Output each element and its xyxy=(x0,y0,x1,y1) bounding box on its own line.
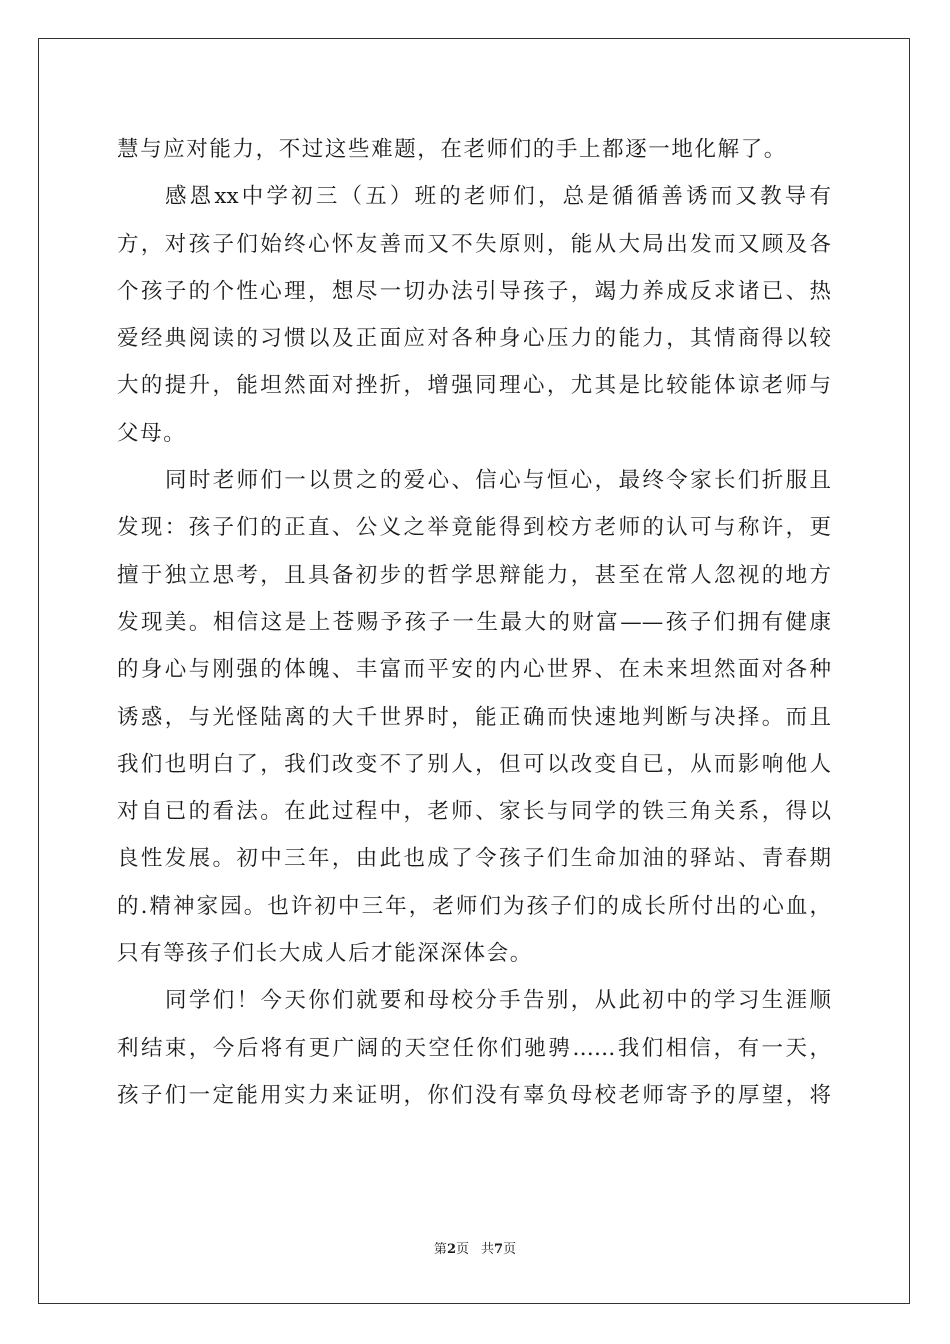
paragraph-start-line: 同学们！今天你们就要和母校分手告别，从此初中的学习生涯顺 xyxy=(165,988,831,1014)
text-line: 个孩子的个性心理，想尽一切办法引导孩子，竭力养成反求诸已、热 xyxy=(117,278,831,304)
paragraph-start-line: 感恩xx中学初三（五）班的老师们，总是循循善诱而又教导有 xyxy=(165,184,831,210)
document-body xyxy=(117,126,831,1119)
paragraph-start-line: 同时老师们一以贯之的爱心、信心与恒心，最终令家长们折服且 xyxy=(165,468,831,494)
text-line: 良性发展。初中三年，由此也成了令孩子们生命加油的驿站、青春期 xyxy=(117,846,831,872)
page-label-suffix: 页 xyxy=(455,1242,469,1257)
text-line: 发现美。相信这是上苍赐予孩子一生最大的财富——孩子们拥有健康 xyxy=(117,609,831,635)
text-line: 孩子们一定能用实力来证明，你们没有辜负母校老师寄予的厚望，将 xyxy=(117,1082,831,1108)
page-total: 7 xyxy=(494,1242,504,1257)
text-line: 我们也明白了，我们改变不了别人，但可以改变自已，从而影响他人 xyxy=(117,751,831,777)
text-line: 的.精神家园。也许初中三年，老师们为孩子们的成长所付出的心血， xyxy=(117,893,831,919)
text-line: 利结束，今后将有更广阔的天空任你们驰骋……我们相信，有一天， xyxy=(117,1035,831,1061)
text-line: 只有等孩子们长大成人后才能深深体会。 xyxy=(117,941,533,967)
page-current: 2 xyxy=(446,1242,456,1257)
page-label-prefix: 第 xyxy=(433,1242,447,1257)
text-line: 诱惑，与光怪陆离的大千世界时，能正确而快速地判断与决择。而且 xyxy=(117,704,831,730)
text-line: 的身心与刚强的体魄、丰富而平安的内心世界、在未来坦然面对各种 xyxy=(117,657,831,683)
text-line: 父母。 xyxy=(117,420,187,446)
total-label-prefix: 共 xyxy=(481,1242,495,1257)
text-line: 发现：孩子们的正直、公义之举竟能得到校方老师的认可与称许，更 xyxy=(117,515,831,541)
text-line: 慧与应对能力，不过这些难题，在老师们的手上都逐一地化解了。 xyxy=(117,137,787,162)
text-line: 爱经典阅读的习惯以及正面应对各种身心压力的能力，其情商得以较 xyxy=(117,326,831,352)
total-label-suffix: 页 xyxy=(503,1242,517,1257)
text-line: 对自已的看法。在此过程中，老师、家长与同学的铁三角关系，得以 xyxy=(117,799,831,825)
text-line: 大的提升，能坦然面对挫折，增强同理心，尤其是比较能体谅老师与 xyxy=(117,373,831,399)
text-line: 方，对孩子们始终心怀友善而又不失原则，能从大局出发而又顾及各 xyxy=(117,231,831,257)
text-line: 擅于独立思考，且具备初步的哲学思辩能力，甚至在常人忽视的地方 xyxy=(117,562,831,588)
page-footer xyxy=(0,1242,950,1258)
